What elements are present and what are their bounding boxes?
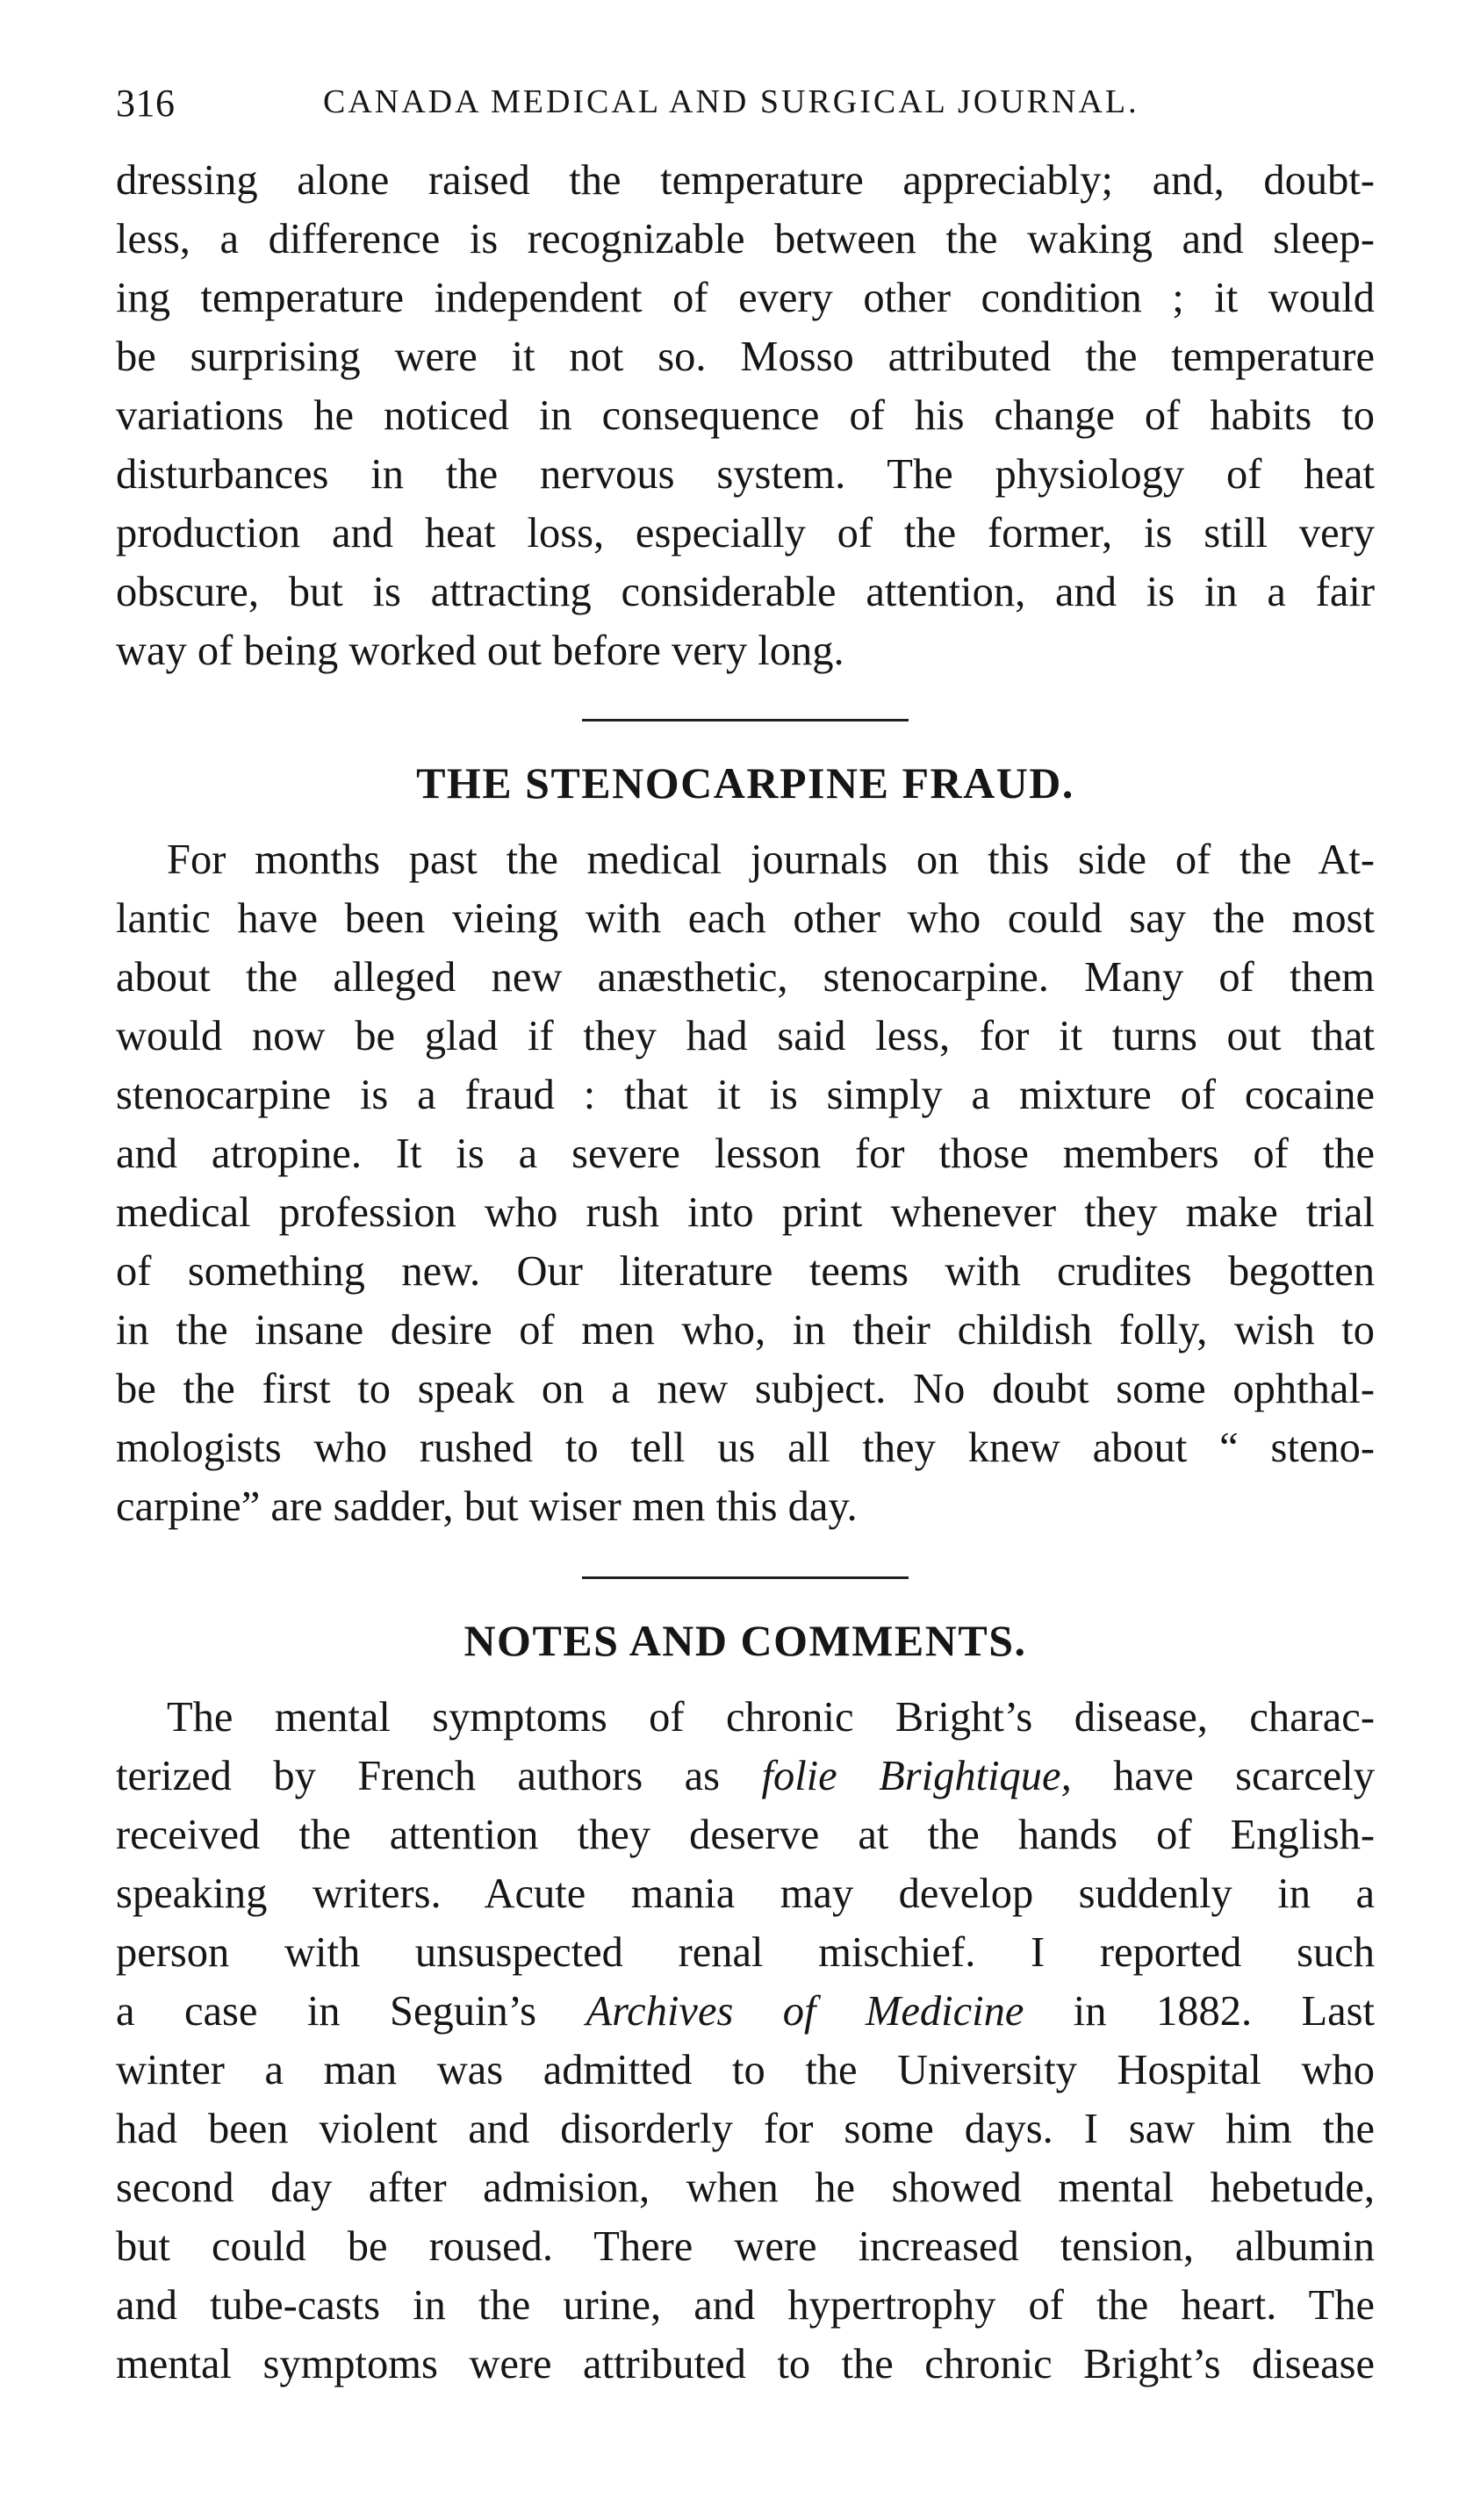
text-line: would now be glad if they had said less, for it turns out that bbox=[116, 1013, 1375, 1059]
text-run: a case in Seguin’s bbox=[116, 1988, 586, 2035]
italic-title: Archives of Medicine bbox=[586, 1988, 1024, 2035]
text-line: be the first to speak on a new subject. No doubt some ophthal- bbox=[116, 1366, 1375, 1412]
text-line: about the alleged new anæsthetic, stenocarpine. Many of them bbox=[116, 954, 1375, 1001]
page-number: 316 bbox=[116, 82, 176, 125]
paragraph-brights-disease bbox=[116, 1688, 1375, 2394]
text-line: speaking writers. Acute mania may develop suddenly in a bbox=[116, 1870, 1375, 1917]
text-line: obscure, but is attracting considerable attention, and is in a fair bbox=[116, 569, 1375, 615]
text-line: dressing alone raised the temperature appreciably; and, doubt- bbox=[116, 157, 1375, 204]
text-line: For months past the medical journals on this side of the At- bbox=[167, 836, 1375, 883]
paragraph-temperature bbox=[116, 151, 1375, 680]
text-line: received the attention they deserve at the hands of English- bbox=[116, 1812, 1375, 1858]
text-line bbox=[116, 1982, 1375, 2041]
text-line: disturbances in the nervous system. The physiology of heat bbox=[116, 451, 1375, 498]
text-line: and atropine. It is a severe lesson for those members of the bbox=[116, 1131, 1375, 1177]
text-run: terized by French authors as bbox=[116, 1753, 762, 1799]
text-line: winter a man was admitted to the University Hospital who bbox=[116, 2047, 1375, 2093]
text-line: variations he noticed in consequence of his change of habits to bbox=[116, 392, 1375, 439]
text-line: lantic have been vieing with each other who could say the most bbox=[116, 895, 1375, 942]
text-line: but could be roused. There were increased tension, albumin bbox=[116, 2223, 1375, 2270]
text-line: way of being worked out before very long. bbox=[116, 628, 844, 674]
text-line: mologists who rushed to tell us all they knew about “ steno- bbox=[116, 1425, 1375, 1471]
text-line: medical profession who rush into print whenever they make trial bbox=[116, 1189, 1375, 1236]
text-line: less, a difference is recognizable between the waking and sleep- bbox=[116, 216, 1375, 262]
text-line: stenocarpine is a fraud : that it is simply a mixture of cocaine bbox=[116, 1072, 1375, 1118]
text-line: and tube-casts in the urine, and hypertrophy of the heart. The bbox=[116, 2282, 1375, 2329]
text-line: second day after admision, when he showed mental hebetude, bbox=[116, 2165, 1375, 2211]
text-line: carpine” are sadder, but wiser men this day. bbox=[116, 1483, 858, 1530]
paragraph-stenocarpine bbox=[116, 830, 1375, 1536]
text-line: of something new. Our literature teems with crudites begotten bbox=[116, 1248, 1375, 1295]
text-run: in 1882. Last bbox=[1024, 1988, 1375, 2035]
text-line: ing temperature independent of every other condition ; it would bbox=[116, 275, 1375, 321]
text-line: mental symptoms were attributed to the chronic Bright’s disease bbox=[116, 2341, 1375, 2387]
section-divider bbox=[582, 1576, 909, 1579]
text-line: had been violent and disorderly for some days. I saw him the bbox=[116, 2106, 1375, 2152]
text-line: in the insane desire of men who, in their childish folly, wish to bbox=[116, 1307, 1375, 1353]
section-heading-stenocarpine: THE STENOCARPINE FRAUD. bbox=[416, 758, 1074, 808]
running-head bbox=[116, 81, 1375, 133]
italic-term: folie Brightique, bbox=[761, 1753, 1072, 1799]
text-line bbox=[116, 1747, 1375, 1806]
text-line: The mental symptoms of chronic Bright’s disease, charac- bbox=[167, 1694, 1375, 1741]
journal-page bbox=[116, 81, 1375, 2394]
text-run: have scarcely bbox=[1071, 1753, 1375, 1799]
text-line: be surprising were it not so. Mosso attributed the temperature bbox=[116, 334, 1375, 380]
journal-title: CANADA MEDICAL AND SURGICAL JOURNAL. bbox=[323, 83, 1139, 120]
text-line: production and heat loss, especially of the former, is still very bbox=[116, 510, 1375, 556]
section-divider bbox=[582, 719, 909, 722]
section-heading-notes: NOTES AND COMMENTS. bbox=[463, 1616, 1027, 1665]
text-line: person with unsuspected renal mischief. I reported such bbox=[116, 1929, 1375, 1976]
